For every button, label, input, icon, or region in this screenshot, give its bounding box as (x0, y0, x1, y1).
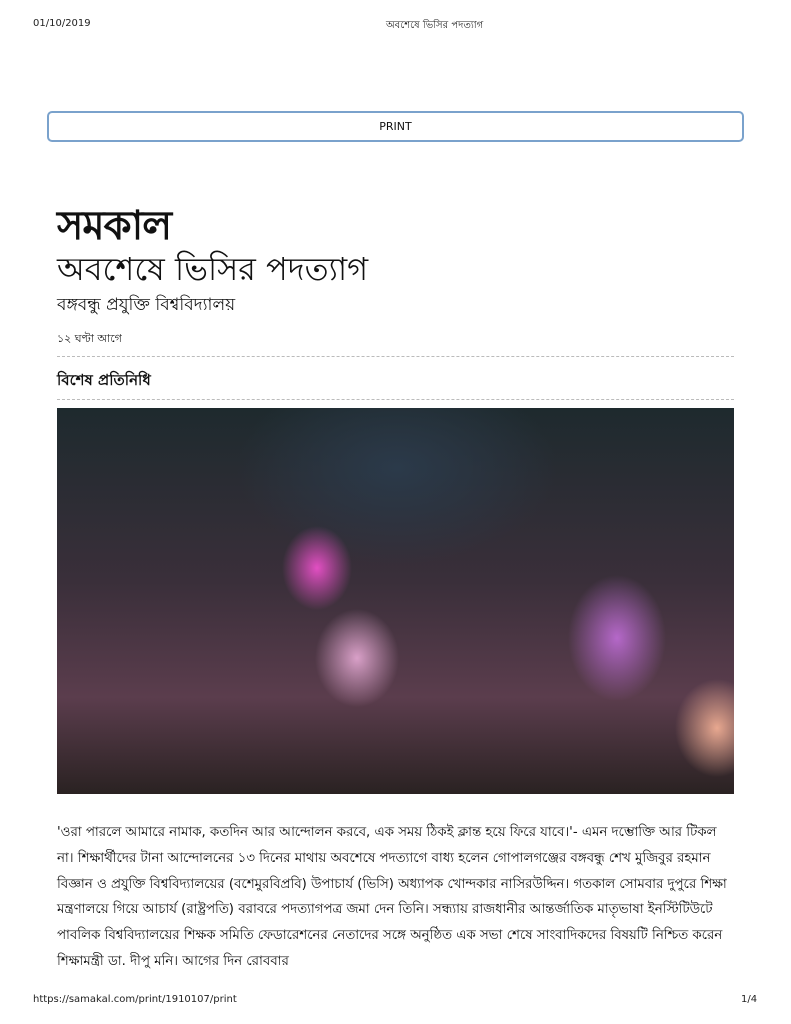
page-number: 1/4 (741, 994, 758, 1005)
article-paragraph: 'ওরা পারলে আমারে নামাক, কতদিন আর আন্দোলন করবে, এক সময় ঠিকই ক্লান্ত হয়ে ফিরে যাবে।'- এমন দম্ভোক্তি আর টিকল না। শিক্ষার্থীদের টানা আন্দোলনের ১৩ দিনের মাথায় অবশেষে পদত্যাগে বাধ্য হলেন গোপালগঞ্জের বঙ্গবন্ধু শেখ মুজিবুর রহমান বিজ্ঞান ও প্রযুক্তি বিশ্ববিদ্যালয়ের (বশেমুরবিপ্রবি) উপাচার্য (ভিসি) অধ্যাপক খোন্দকার নাসিরউদ্দিন। গতকাল সোমবার দুপুরে শিক্ষা মন্ত্রণালয়ে গিয়ে আচার্য (রাষ্ট্রপতি) বরাবরে পদত্যাগপত্র জমা দেন তিনি। সন্ধ্যায় রাজধানীর আন্তর্জাতিক মাতৃভাষা ইনস্টিটিউটে পাবলিক বিশ্ববিদ্যালয়ের শিক্ষক সমিতি ফেডারেশনের নেতাদের সঙ্গে অনুষ্ঠিত এক সভা শেষে সাংবাদিকদের বিষয়টি নিশ্চিত করেন শিক্ষামন্ত্রী ডা. দীপু মনি। আগের দিন রোববার (57, 825, 727, 969)
article-title: অবশেষে ভিসির পদত্যাগ (57, 250, 369, 288)
article-body (57, 820, 737, 975)
article-subtitle: বঙ্গবন্ধু প্রযুক্তি বিশ্ববিদ্যালয় (57, 295, 236, 315)
article-photo (57, 408, 734, 794)
divider (57, 356, 734, 357)
footer-url: https://samakal.com/print/1910107/print (33, 994, 237, 1005)
article-author: বিশেষ প্রতিনিধি (57, 371, 151, 389)
samakal-logo: সমকাল (57, 202, 172, 249)
divider (57, 399, 734, 400)
print-date: 01/10/2019 (33, 18, 91, 29)
print-button[interactable]: PRINT (47, 111, 744, 142)
print-page-title: অবশেষে ভিসির পদত্যাগ (386, 20, 484, 31)
article-time: ১২ ঘণ্টা আগে (57, 332, 122, 345)
